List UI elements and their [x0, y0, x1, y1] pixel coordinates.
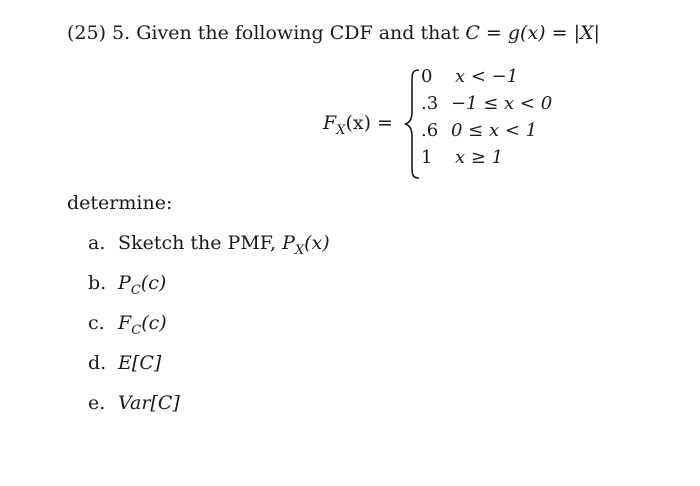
cdf-case-value: 1 [421, 147, 433, 168]
part-math-subscript: C [130, 282, 141, 298]
part-math: Var[C] [118, 392, 180, 414]
left-brace-icon [403, 68, 421, 180]
part-letter: e. [88, 392, 106, 414]
part-c [88, 312, 330, 352]
part-text: Sketch the PMF, [118, 232, 283, 254]
part-letter: a. [88, 232, 106, 254]
part-math-argument: (c) [141, 312, 167, 334]
part-a [88, 232, 330, 272]
cdf-case-condition: −1 ≤ x < 0 [451, 93, 553, 114]
part-math: F [118, 312, 132, 334]
cdf-case-condition: 0 ≤ x < 1 [451, 120, 538, 141]
part-math-subscript: X [294, 242, 305, 258]
part-math: P [282, 232, 295, 254]
part-math-subscript: C [131, 322, 142, 338]
cdf-lhs-symbol: F [323, 112, 337, 134]
determine-label: determine: [67, 192, 173, 214]
part-letter: b. [88, 272, 107, 294]
part-d [88, 352, 330, 392]
part-e [88, 392, 330, 432]
cdf-case-value: 0 [421, 66, 433, 87]
part-math: P [118, 272, 131, 294]
part-math: E[C] [118, 352, 162, 374]
parts-list [88, 232, 330, 432]
problem-header-math: C = g(x) = |X| [465, 22, 600, 44]
problem-header-text: (25) 5. Given the following CDF and that [67, 22, 466, 44]
part-b [88, 272, 330, 312]
part-letter: d. [88, 352, 107, 374]
cdf-case-condition: x < −1 [455, 66, 519, 87]
cdf-lhs [323, 112, 393, 138]
part-math-argument: (x) [304, 232, 330, 254]
cdf-lhs-argument: (x) = [345, 112, 393, 134]
cdf-case-value: .6 [421, 120, 439, 141]
part-letter: c. [88, 312, 105, 334]
problem-header [67, 22, 600, 44]
part-math-argument: (c) [140, 272, 167, 294]
cdf-case-value: .3 [421, 93, 439, 114]
cdf-lhs-subscript: X [336, 122, 346, 138]
cdf-definition [323, 66, 583, 184]
cdf-case-condition: x ≥ 1 [455, 147, 504, 168]
